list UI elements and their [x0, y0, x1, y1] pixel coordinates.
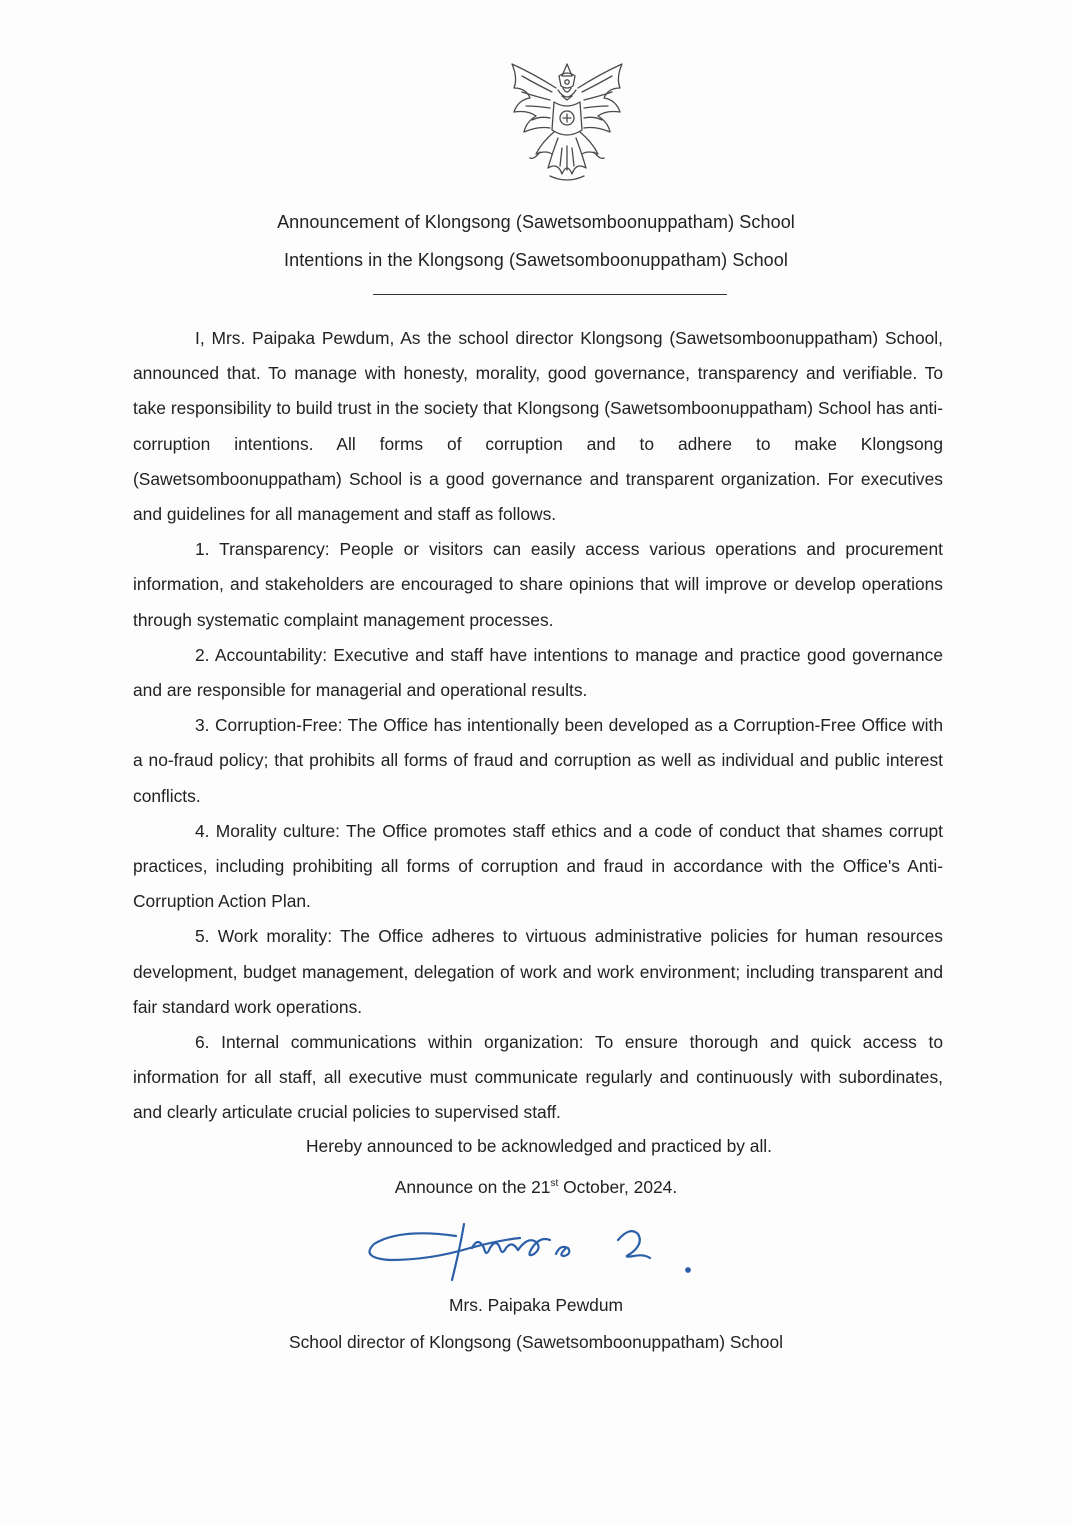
policy-item: 1. Transparency: People or visitors can easily access various operations and procurement information, and stakeholders are encouraged to share opinions that will improve or develop operations through systematic complaint management processes.: [133, 539, 943, 630]
signatory-position: School director of Klongsong (Sawetsomboonuppatham) School: [289, 1332, 783, 1352]
policy-item: 6. Internal communications within organization: To ensure thorough and quick access to information for all staff, all executive must communicate regularly and continuously with subordinates, and clearly articulate crucial policies to supervised staff.: [133, 1032, 943, 1123]
document-title: Announcement of Klongsong (Sawetsomboonuppatham) School: [277, 212, 795, 232]
announcement-body: [133, 321, 943, 1131]
date-rest: October, 2024.: [558, 1177, 678, 1197]
title-divider: [373, 294, 727, 295]
signatory-name: Mrs. Paipaka Pewdum: [449, 1295, 623, 1315]
policy-item: 4. Morality culture: The Office promotes staff ethics and a code of conduct that shames corrupt practices, including prohibiting all forms of corruption and fraud in accordance with the Office's Anti-Corruption Action Plan.: [133, 820, 943, 912]
policy-item: 3. Corruption-Free: The Office has intentionally been developed as a Corruption-Free Office with a no-fraud policy; that prohibits all forms of fraud and corruption as well as individual and public interest conflicts.: [133, 715, 943, 806]
handwritten-signature: [360, 1218, 710, 1290]
policy-item: 2. Accountability: Executive and staff have intentions to manage and practice good governance and are responsible for managerial and operational results.: [133, 644, 943, 701]
date-ordinal: st: [550, 1178, 559, 1189]
garuda-emblem-icon: [500, 58, 634, 188]
date-prefix: Announce on the 21: [394, 1177, 551, 1197]
document-subtitle: Intentions in the Klongsong (Sawetsomboonuppatham) School: [283, 250, 789, 270]
announcement-date: [0, 1177, 1072, 1198]
intro-paragraph: I, Mrs. Paipaka Pewdum, As the school director Klongsong (Sawetsomboonuppatham) School, announced that. To manage with honesty, morality, good governance, transparency and verifiable. To take responsibility to build trust in the society that Klongsong (Sawetsomboonuppatham) School has anti-corruption intentions. All forms of corruption and to adhere to make Klongsong (Sawetsomboonuppatham) School is a good governance and transparent organization. For executives and guidelines for all management and staff as follows.: [133, 328, 943, 525]
acknowledgement-line: Hereby announced to be acknowledged and practiced by all.: [306, 1136, 772, 1156]
policy-item: 5. Work morality: The Office adheres to virtuous administrative policies for human resources development, budget management, delegation of work and work environment; including transparent and fair standard work operations.: [133, 926, 943, 1017]
